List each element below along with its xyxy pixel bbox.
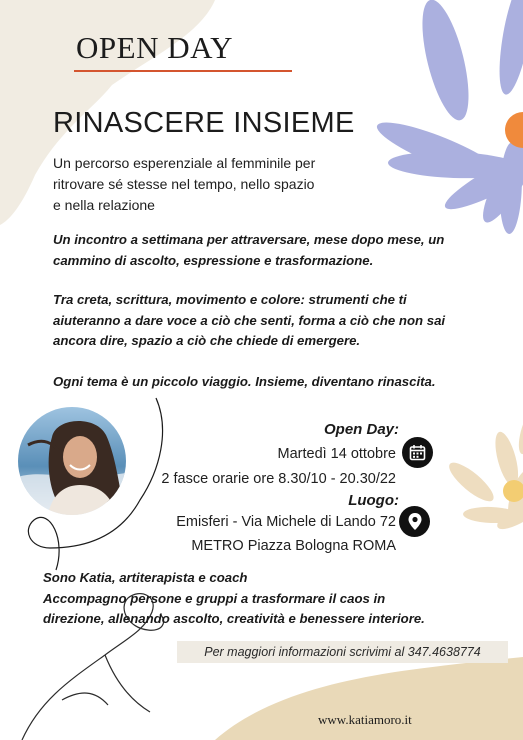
paragraph-line: aiuteranno a dare voce a ciò che senti, forma a ciò che non sai [53, 312, 446, 328]
place-label: Luogo: [348, 492, 399, 509]
title-underline [74, 70, 292, 72]
paragraph-line: Tra creta, scrittura, movimento e colore: strumenti che ti [53, 292, 407, 307]
contact-info-box [177, 641, 508, 663]
about-line: Sono Katia, artiterapista e coach [43, 570, 248, 585]
subtitle [53, 153, 353, 216]
contact-info-text: Per maggiori informazioni scrivimi al 347.4638774 [204, 645, 481, 659]
lavender-flower [372, 0, 523, 234]
about-section [43, 568, 503, 630]
event-address: Emisferi - Via Michele di Lando 72 [176, 514, 396, 530]
paragraph-line: cammino di ascolto, espressione e trasformazione. [53, 252, 374, 268]
calendar-icon [402, 437, 433, 468]
event-hours: 2 fasce orarie ore 8.30/10 - 20.30/22 [161, 471, 396, 487]
subtitle-line: e nella relazione [53, 197, 155, 213]
beige-flower [444, 410, 523, 535]
map-pin-icon [399, 506, 430, 537]
subtitle-line: ritrovare sé stesse nel tempo, nello spazio [53, 176, 315, 192]
beige-flower-center [503, 480, 523, 502]
paragraph-journey: Ogni tema è un piccolo viaggio. Insieme, diventano rinascita. [53, 374, 436, 389]
paragraph-line: Un incontro a settimana per attraversare, mese dopo mese, un [53, 232, 445, 247]
event-title: OPEN DAY [76, 30, 234, 65]
event-date: Martedì 14 ottobre [277, 446, 396, 462]
portrait-photo [18, 407, 126, 515]
paragraph-weekly-meeting [53, 230, 493, 271]
headline: RINASCERE INSIEME [53, 107, 355, 139]
subtitle-line: Un percorso esperenziale al femminile per [53, 155, 316, 171]
event-metro: METRO Piazza Bologna ROMA [191, 538, 396, 554]
open-day-label: Open Day: [323, 421, 399, 438]
paragraph-line: ancora dire, spazio a ciò che chiede di emergere. [53, 333, 361, 348]
website-link[interactable]: www.katiamoro.it [318, 712, 412, 727]
lavender-flower-center [505, 112, 523, 148]
about-line: direzione, allenando ascolto, creatività e benessere interiore. [43, 611, 425, 626]
about-line: Accompagno persone e gruppi a trasformare il caos in [43, 590, 386, 606]
paragraph-tools [53, 290, 493, 352]
